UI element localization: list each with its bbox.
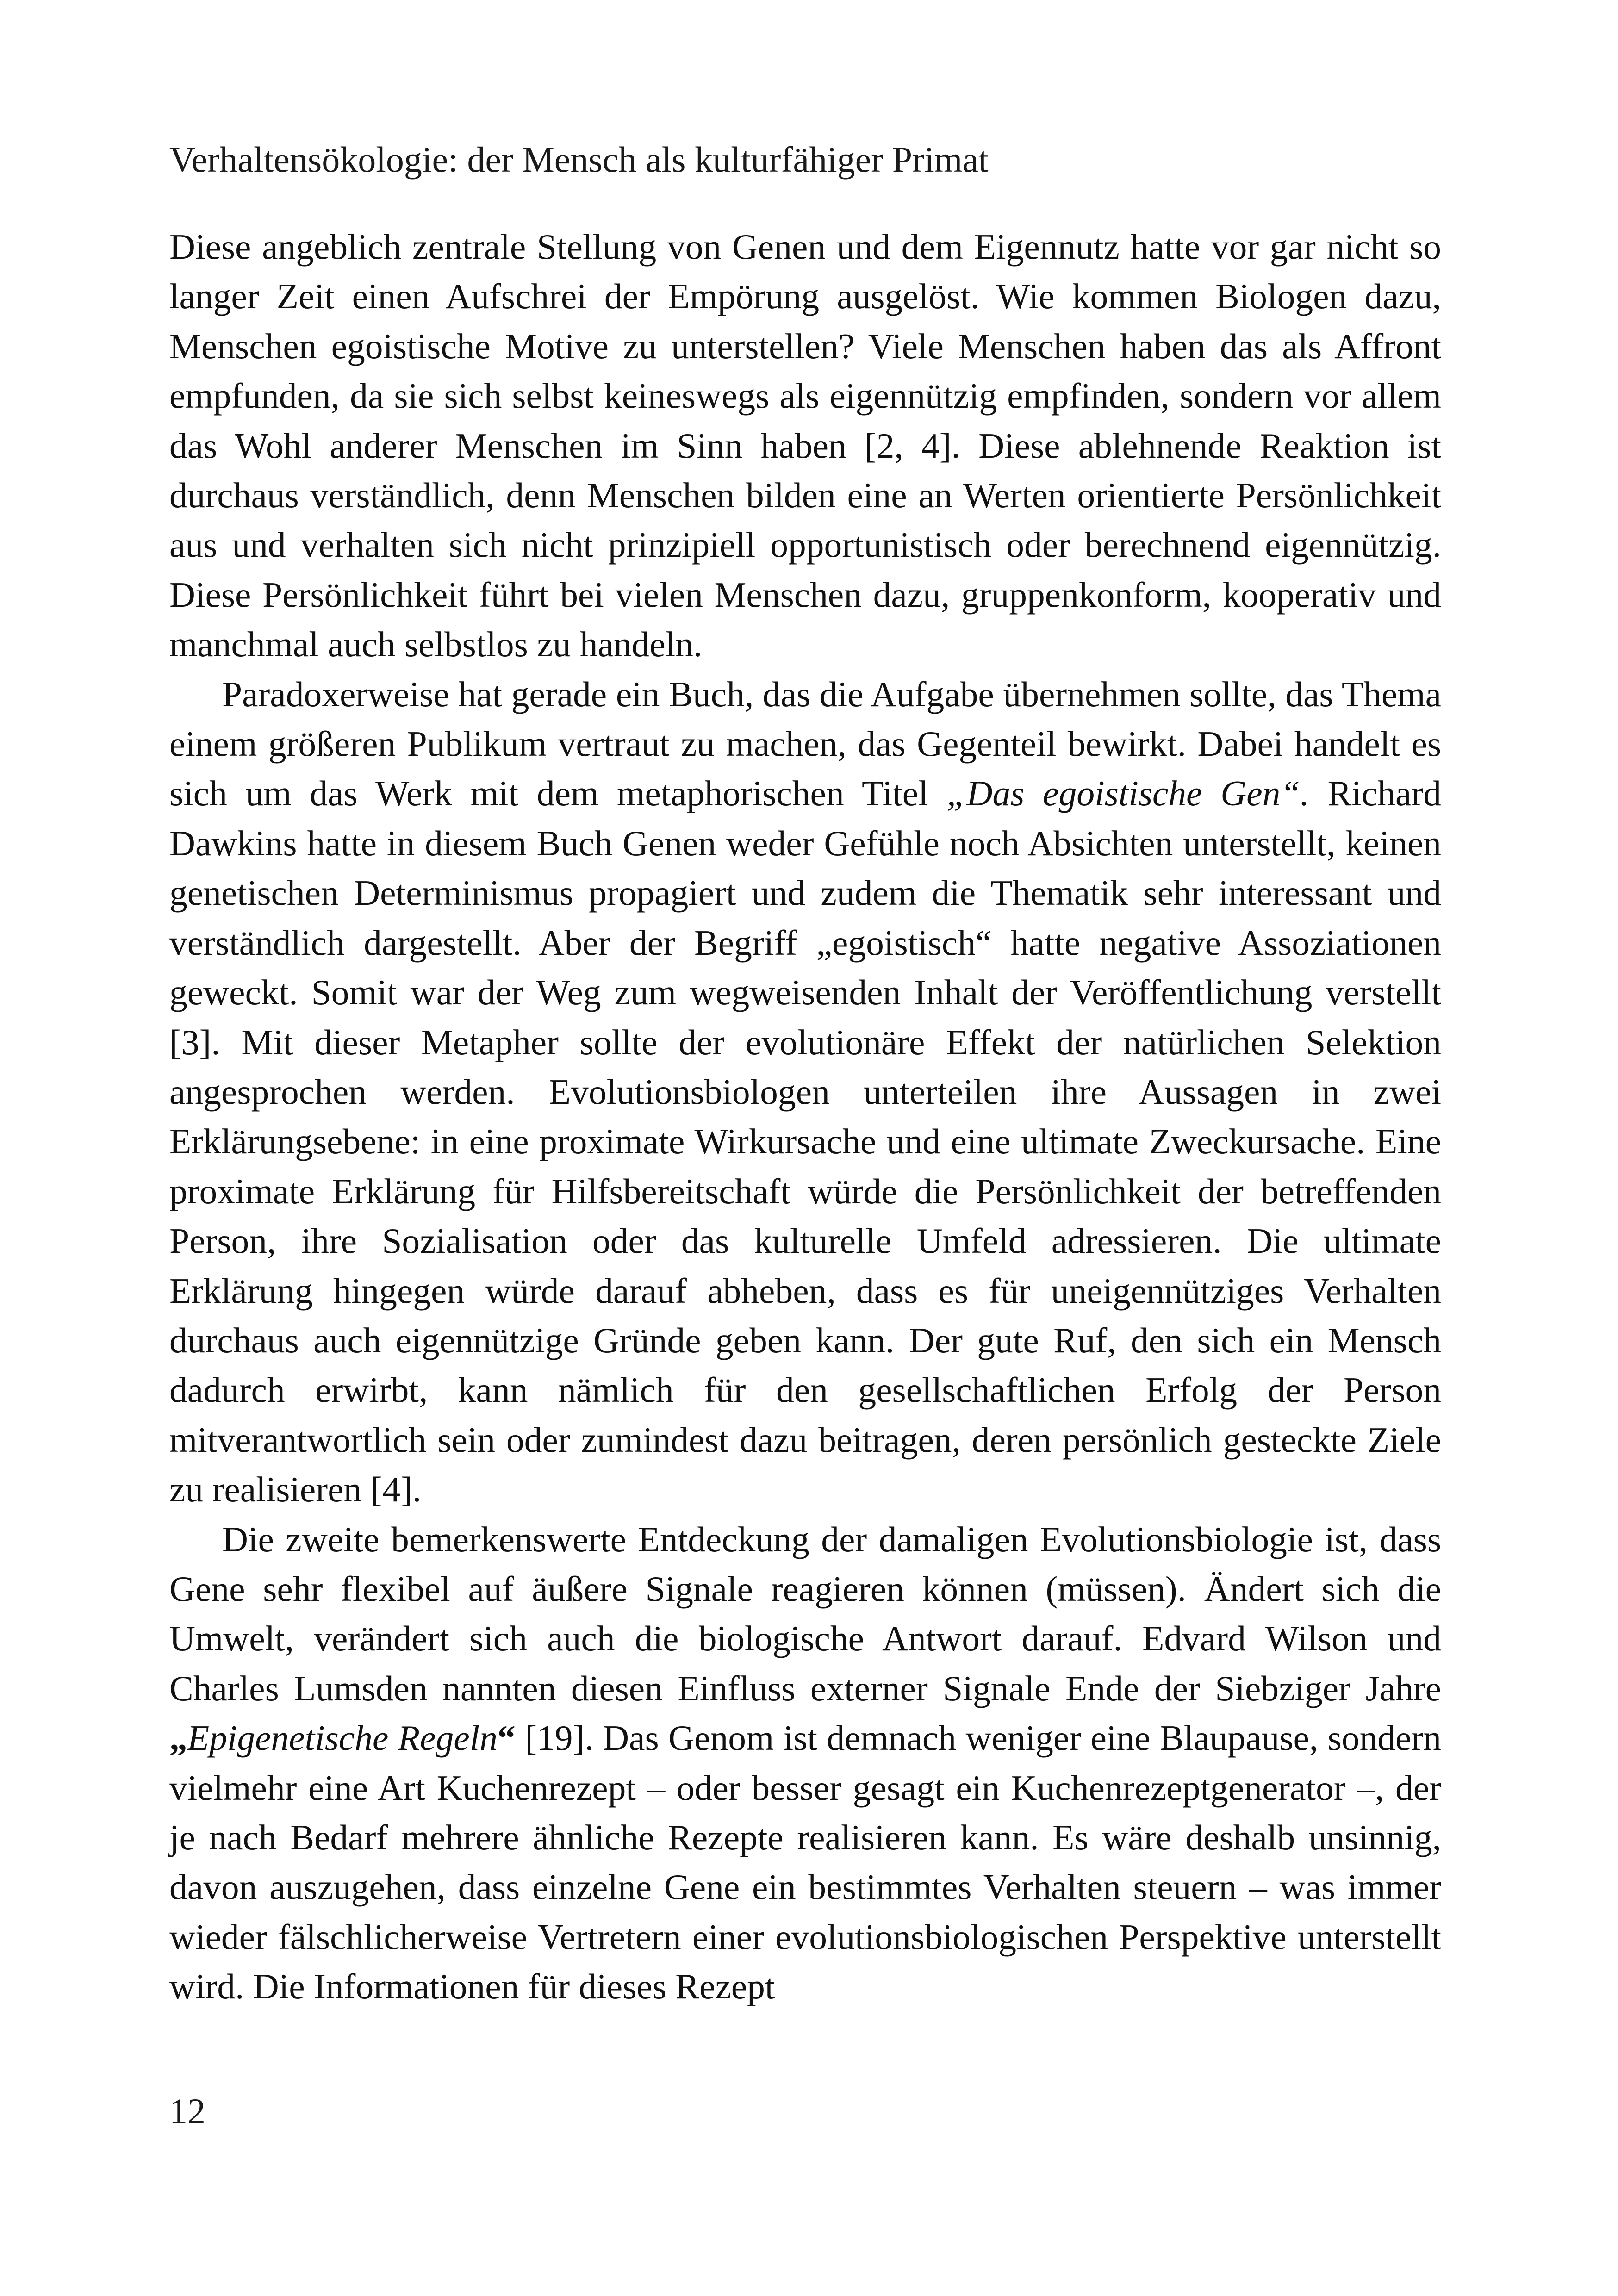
book-title: „Das egoistische Gen“. bbox=[946, 773, 1309, 814]
page-number: 12 bbox=[169, 2091, 205, 2131]
paragraph-1: Diese angeblich zentrale Stellung von Genen und dem Eigennutz hatte vor gar nicht so langer Zeit einen Aufschrei der Empörung ausgelöst. Wie kommen Biologen dazu, Menschen egoistische Motive zu unterstellen? Viele Menschen haben das als Affront empfunden, da sie sich selbst keineswegs als eigennützig empfinden, sondern vor allem das Wohl anderer Menschen im Sinn haben [2, 4]. Diese ablehnende Reaktion ist durchaus verständlich, denn Menschen bilden eine an Werten orientierte Persönlichkeit aus und verhalten sich nicht prinzipiell opportunistisch oder berechnend eigennützig. Diese Persönlichkeit führt bei vielen Menschen dazu, gruppenkonform, kooperativ und manchmal auch selbstlos zu handeln. bbox=[169, 227, 1441, 665]
paragraph-2 bbox=[169, 670, 1441, 1515]
close-quote: “ bbox=[498, 1718, 516, 1758]
open-quote: „ bbox=[169, 1718, 187, 1758]
paragraph-3-text-b: [19]. Das Genom ist demnach weniger eine Blaupause, sondern vielmehr eine Art Kuchenrezept – oder besser gesagt ein Kuchenrezeptgenerator –, der je nach Bedarf mehrere ähnliche Rezepte realisieren kann. Es wäre deshalb unsinnig, davon auszugehen, dass einzelne Gene ein bestimmtes Verhalten steuern – was immer wieder fälschlicherweise Vertretern einer evolutionsbiologischen Perspektive unterstellt wird. Die Informationen für dieses Rezept bbox=[169, 1718, 1442, 2007]
term-epigenetic-rules: Epigenetische Regeln bbox=[187, 1718, 498, 1758]
paragraph-3-text-a: Die zweite bemerkenswerte Entdeckung der damaligen Evolutionsbiologie ist, dass Gene sehr flexibel auf äußere Signale reagieren können (müssen). Ändert sich die Umwelt, verändert sich auch die biologische Antwort darauf. Edvard Wilson und Charles Lumsden nannten diesen Einfluss externer Signale Ende der Siebziger Jahre bbox=[169, 1519, 1441, 1708]
paragraph-3 bbox=[169, 1515, 1441, 2012]
running-head: Verhaltensökologie: der Mensch als kulturfähiger Primat bbox=[169, 139, 989, 180]
paragraph-2-text-a: Paradoxerweise hat gerade ein Buch, das die Aufgabe übernehmen sollte, das Thema einem größeren Publikum vertraut zu machen, das Gegenteil bewirkt. Dabei handelt es sich um das Werk mit dem metaphorischen Titel bbox=[169, 674, 1441, 814]
body-text bbox=[169, 222, 1441, 2012]
paragraph-2-text-b: Richard Dawkins hatte in diesem Buch Genen weder Gefühle noch Absichten unterstellt, keinen genetischen Determinismus propagiert und zudem die Thematik sehr interessant und verständlich dargestellt. Aber der Begriff „egoistisch“ hatte negative Assoziationen geweckt. Somit war der Weg zum wegweisenden Inhalt der Veröffentlichung verstellt [3]. Mit dieser Metapher sollte der evolutionäre Effekt der natürlichen Selektion angesprochen werden. Evolutionsbiologen unterteilen ihre Aussagen in zwei Erklärungsebene: in eine proximate Wirkursache und eine ultimate Zweckursache. Eine proximate Erklärung für Hilfsbereitschaft würde die Persönlichkeit der betreffenden Person, ihre Sozialisation oder das kulturelle Umfeld adressieren. Die ultimate Erklärung hingegen würde darauf abheben, dass es für uneigennütziges Verhalten durchaus auch eigennützige Gründe geben kann. Der gute Ruf, den sich ein Mensch dadurch erwirbt, kann nämlich für den gesellschaftlichen Erfolg der Person mitverantwortlich sein oder zumindest dazu beitragen, deren persönlich gesteckte Ziele zu realisieren [4]. bbox=[169, 773, 1441, 1510]
